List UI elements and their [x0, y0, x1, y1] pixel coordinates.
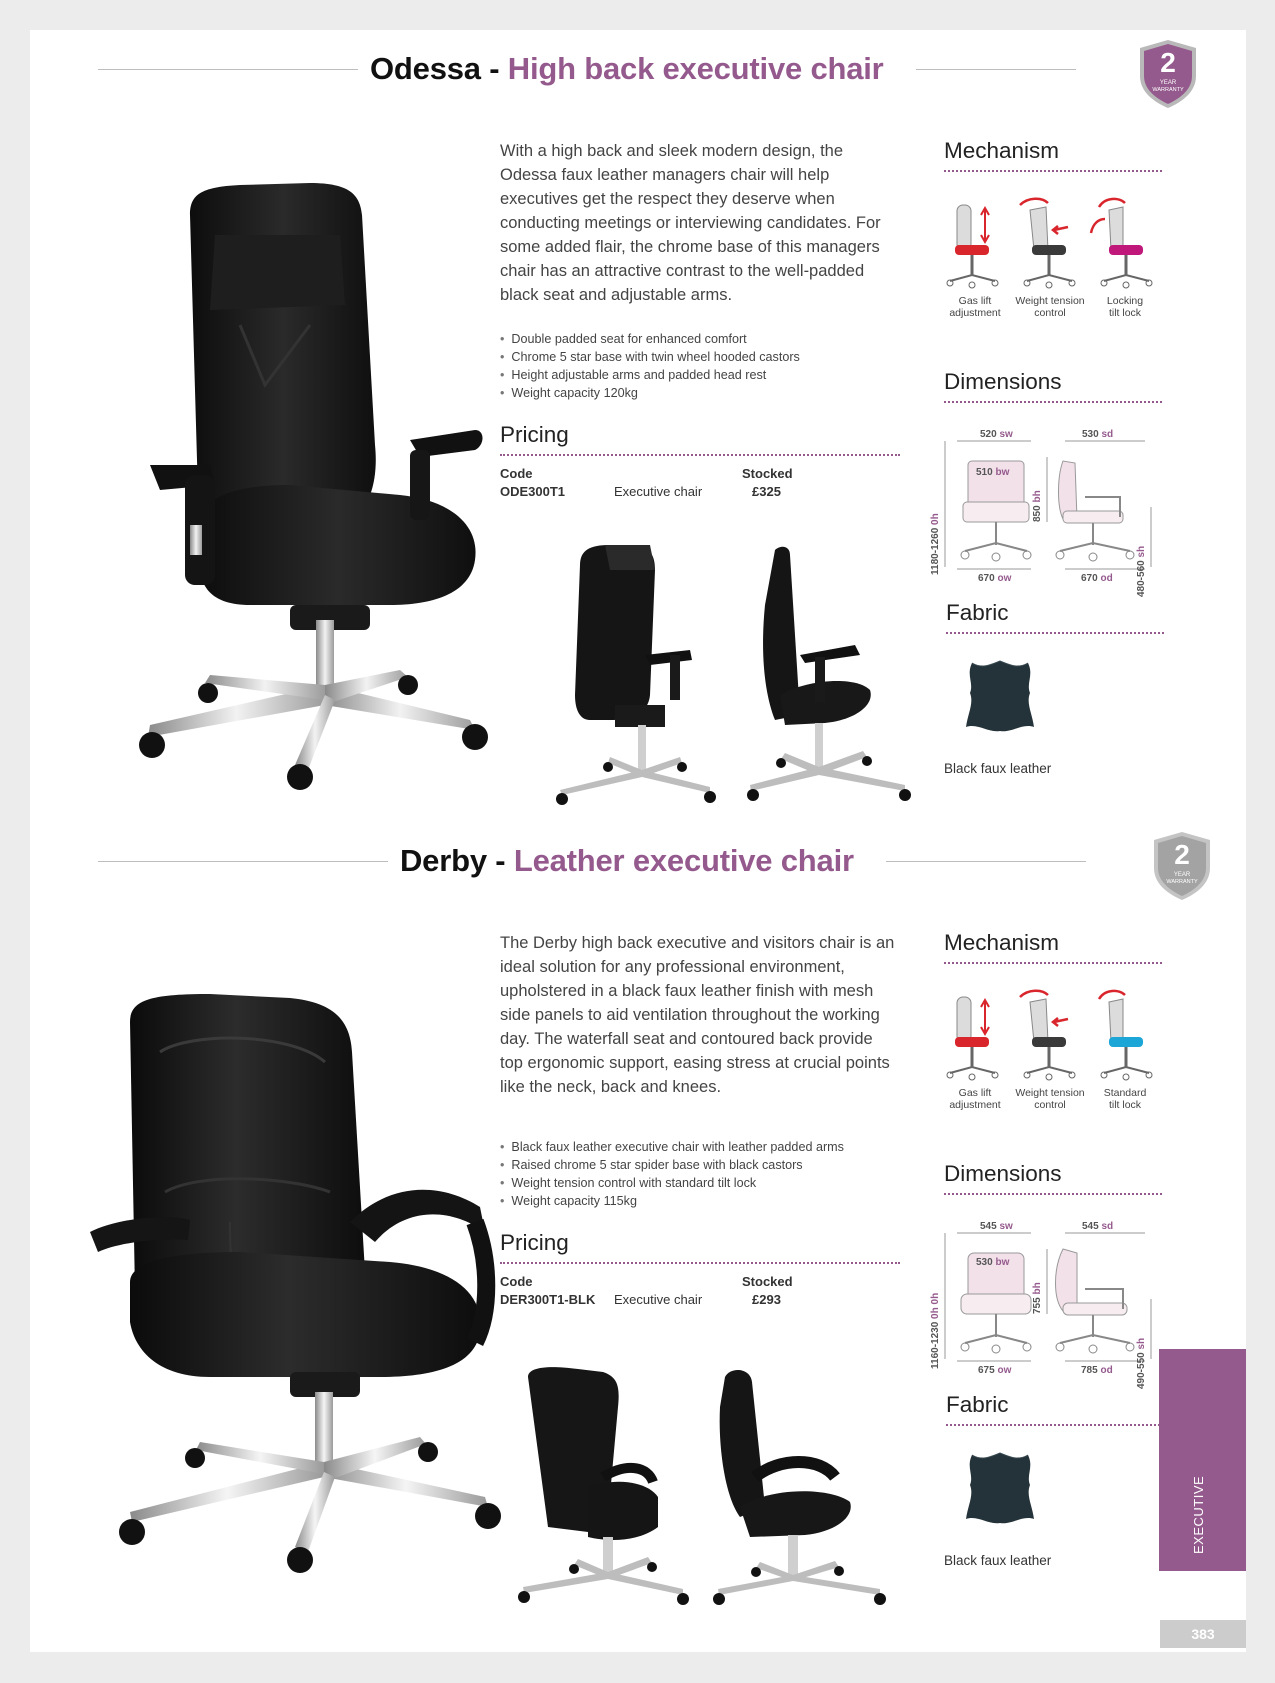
dim-seat-depth — [1082, 429, 1113, 440]
feature-item: • Weight capacity 115kg — [500, 1192, 900, 1210]
fabric-swatch-leather-icon — [960, 657, 1040, 737]
page-number: 383 — [1160, 1620, 1246, 1648]
warranty-number: 2 — [1174, 839, 1190, 870]
feature-list — [500, 330, 900, 402]
weight-tension-icon — [1010, 195, 1090, 295]
mechanism-caption — [1085, 295, 1165, 319]
dim-overall-height — [930, 1293, 941, 1369]
dim-back-width — [976, 467, 1009, 478]
dim-value: 1180-1260 — [930, 527, 941, 575]
feature-item: • Double padded seat for enhanced comfort — [500, 330, 900, 348]
title-rule-right — [886, 861, 1086, 862]
caption-line: Standard — [1103, 1087, 1147, 1099]
dim-value: 545 — [1082, 1221, 1099, 1232]
dim-seat-width — [980, 1221, 1013, 1232]
feature-item: • Black faux leather executive chair with leather padded arms — [500, 1138, 900, 1156]
dim-value: 850 — [1032, 505, 1043, 522]
warranty-badge-icon — [1136, 38, 1200, 110]
product-section-odessa — [30, 30, 1246, 822]
warranty-line1: YEAR — [1159, 80, 1177, 86]
code-header: Code — [500, 1274, 533, 1289]
stocked-header: Stocked — [742, 466, 793, 481]
warranty-number: 2 — [1160, 47, 1176, 78]
standard-tilt-icon — [1085, 987, 1165, 1087]
dim-back-width — [976, 1257, 1009, 1268]
fabric-name: Black faux leather — [944, 761, 1052, 776]
dim-unit: sh — [1136, 545, 1147, 558]
feature-item: • Chrome 5 star base with twin wheel hooded castors — [500, 348, 900, 366]
mechanism-standard-tilt — [1085, 987, 1165, 1111]
dim-overall-depth — [1081, 573, 1113, 584]
product-name: Derby — [400, 843, 487, 878]
mechanism-weight-tension — [1010, 195, 1090, 319]
title-separator: - — [480, 51, 508, 86]
derby-chair-image — [90, 992, 530, 1582]
dimensions-diagram — [930, 427, 1165, 597]
dim-overall-width — [978, 573, 1011, 584]
dim-overall-width — [978, 1365, 1011, 1376]
dim-value: 785 — [1081, 1365, 1098, 1376]
dimensions-heading: Dimensions — [944, 1161, 1062, 1186]
mechanism-gas-lift — [935, 987, 1015, 1111]
feature-item: • Height adjustable arms and padded head rest — [500, 366, 900, 384]
fabric-swatch-leather-icon — [960, 1449, 1040, 1529]
warranty-line1: YEAR — [1173, 872, 1191, 878]
derby-back-view-image — [508, 1367, 698, 1607]
mechanism-tilt-lock — [1085, 195, 1165, 319]
dimensions-chair-drawing — [935, 427, 1165, 587]
weight-tension-icon — [1010, 987, 1090, 1087]
dim-unit: bw — [995, 1257, 1010, 1268]
mechanism-icons — [935, 195, 1165, 319]
dim-unit: sw — [999, 1221, 1013, 1232]
product-price: £325 — [752, 484, 781, 499]
section-tab-label: EXECUTIVE — [1191, 1475, 1206, 1554]
product-subtitle: High back executive chair — [507, 51, 884, 86]
caption-line: adjustment — [949, 307, 1001, 319]
dimensions-chair-drawing — [935, 1219, 1165, 1379]
dim-unit: sw — [999, 429, 1013, 440]
product-item: Executive chair — [614, 484, 703, 499]
product-section-derby — [30, 822, 1246, 1614]
odessa-back-view-image — [550, 545, 720, 810]
mechanism-heading: Mechanism — [944, 930, 1060, 955]
title-row — [30, 822, 1246, 902]
dim-value: 670 — [1081, 573, 1098, 584]
dim-back-height — [1032, 1282, 1043, 1314]
dim-value: 755 — [1032, 1297, 1043, 1314]
product-code: ODE300T1 — [500, 484, 566, 499]
product-description: With a high back and sleek modern design, the Odessa faux leather managers chair will help executives get the respect they deserve when conducting meetings or interviewing candidates. For some added flair, the chrome base of this managers chair has an attractive contrast to the well-padded black seat and adjustable arms. — [500, 142, 881, 304]
stocked-header: Stocked — [742, 1274, 793, 1289]
dimensions-divider — [944, 1193, 1162, 1195]
caption-line: tilt lock — [1108, 1099, 1142, 1111]
mechanism-divider — [944, 962, 1162, 964]
mechanism-caption — [935, 295, 1015, 319]
mechanism-gas-lift — [935, 195, 1015, 319]
pricing-heading: Pricing — [500, 422, 569, 447]
mechanism-weight-tension — [1010, 987, 1090, 1111]
dim-seat-height — [1136, 1338, 1147, 1389]
pricing-divider — [500, 1262, 900, 1264]
product-description: The Derby high back executive and visitors chair is an ideal solution for any professional environment, upholstered in a black faux leather finish with mesh side panels to aid ventilation throughout the working day. The waterfall seat and contoured back provide top ergonomic support, easing stress at crucial points like the neck, back and knees. — [500, 934, 895, 1096]
dim-value: 675 — [978, 1365, 995, 1376]
fabric-heading: Fabric — [946, 600, 1009, 625]
caption-line: Gas lift — [958, 1087, 992, 1099]
dim-value: 670 — [978, 573, 995, 584]
warranty-line2: WARRANTY — [1166, 879, 1198, 885]
dim-value: 490-550 — [1136, 1352, 1147, 1389]
dim-value: 545 — [980, 1221, 997, 1232]
feature-list — [500, 1138, 900, 1210]
dimensions-heading: Dimensions — [944, 369, 1062, 394]
product-subtitle: Leather executive chair — [513, 843, 854, 878]
dim-seat-depth — [1082, 1221, 1113, 1232]
mechanism-caption — [1010, 295, 1090, 319]
dim-unit: bh — [1032, 1282, 1043, 1295]
gas-lift-icon — [935, 195, 1015, 295]
catalogue-page — [30, 30, 1246, 1652]
dim-value: 520 — [980, 429, 997, 440]
caption-line: adjustment — [949, 1099, 1001, 1111]
caption-line: Locking — [1106, 295, 1144, 307]
fabric-divider — [946, 632, 1164, 634]
title-rule-left — [98, 861, 388, 862]
fabric-name: Black faux leather — [944, 1553, 1052, 1568]
warranty-badge-icon — [1150, 830, 1214, 902]
dim-unit: bh — [1032, 490, 1043, 503]
caption-line: tilt lock — [1108, 307, 1142, 319]
odessa-chair-image — [90, 165, 540, 795]
dim-seat-height — [1136, 546, 1147, 597]
dim-unit: sh — [1136, 1337, 1147, 1350]
dim-value: 1160-1230 — [930, 1321, 941, 1369]
product-name: Odessa — [370, 51, 481, 86]
tilt-lock-icon — [1085, 195, 1165, 295]
caption-line: Weight tension — [1015, 1087, 1085, 1099]
title-rule-left — [98, 69, 358, 70]
caption-line: control — [1034, 1099, 1066, 1111]
warranty-line2: WARRANTY — [1152, 87, 1184, 93]
mechanism-heading: Mechanism — [944, 138, 1060, 163]
mechanism-icons — [935, 987, 1165, 1111]
title-separator: - — [486, 843, 514, 878]
dim-unit: sd — [1101, 1221, 1114, 1232]
feature-item: • Weight capacity 120kg — [500, 384, 900, 402]
caption-line: Gas lift — [958, 295, 992, 307]
mechanism-caption — [935, 1087, 1015, 1111]
dim-unit: sd — [1101, 429, 1114, 440]
dim-unit: ow — [997, 1365, 1012, 1376]
dim-unit: od — [1100, 573, 1113, 584]
mechanism-caption — [1010, 1087, 1090, 1111]
pricing-divider — [500, 454, 900, 456]
dim-value: 530 — [976, 1257, 993, 1268]
product-title — [370, 51, 884, 87]
caption-line: control — [1034, 307, 1066, 319]
dim-value: 510 — [976, 467, 993, 478]
product-code: DER300T1-BLK — [500, 1292, 596, 1307]
dimensions-diagram — [930, 1219, 1165, 1389]
dim-value: 480-560 — [1136, 560, 1147, 597]
dim-unit: ow — [997, 573, 1012, 584]
dimensions-divider — [944, 401, 1162, 403]
pricing-heading: Pricing — [500, 1230, 569, 1255]
code-header: Code — [500, 466, 533, 481]
dim-unit: 0h — [930, 513, 941, 525]
odessa-side-view-image — [745, 545, 920, 810]
product-title — [400, 843, 854, 879]
title-rule-right — [916, 69, 1076, 70]
dim-unit: bw — [995, 467, 1010, 478]
product-item: Executive chair — [614, 1292, 703, 1307]
mechanism-caption — [1085, 1087, 1165, 1111]
dim-overall-depth — [1081, 1365, 1113, 1376]
dim-overall-height — [930, 513, 941, 575]
title-row — [30, 30, 1246, 110]
product-price: £293 — [752, 1292, 781, 1307]
dim-seat-width — [980, 429, 1013, 440]
dim-value: 530 — [1082, 429, 1099, 440]
gas-lift-icon — [935, 987, 1015, 1087]
mechanism-divider — [944, 170, 1162, 172]
feature-item: • Weight tension control with standard tilt lock — [500, 1174, 900, 1192]
feature-item: • Raised chrome 5 star spider base with black castors — [500, 1156, 900, 1174]
section-tab-executive — [1159, 1349, 1246, 1571]
dim-back-height — [1032, 490, 1043, 522]
derby-side-view-image — [710, 1367, 905, 1607]
fabric-heading: Fabric — [946, 1392, 1009, 1417]
dim-unit: od — [1100, 1365, 1113, 1376]
dim-unit: 0h 0h — [930, 1292, 941, 1319]
caption-line: Weight tension — [1015, 295, 1085, 307]
fabric-divider — [946, 1424, 1164, 1426]
